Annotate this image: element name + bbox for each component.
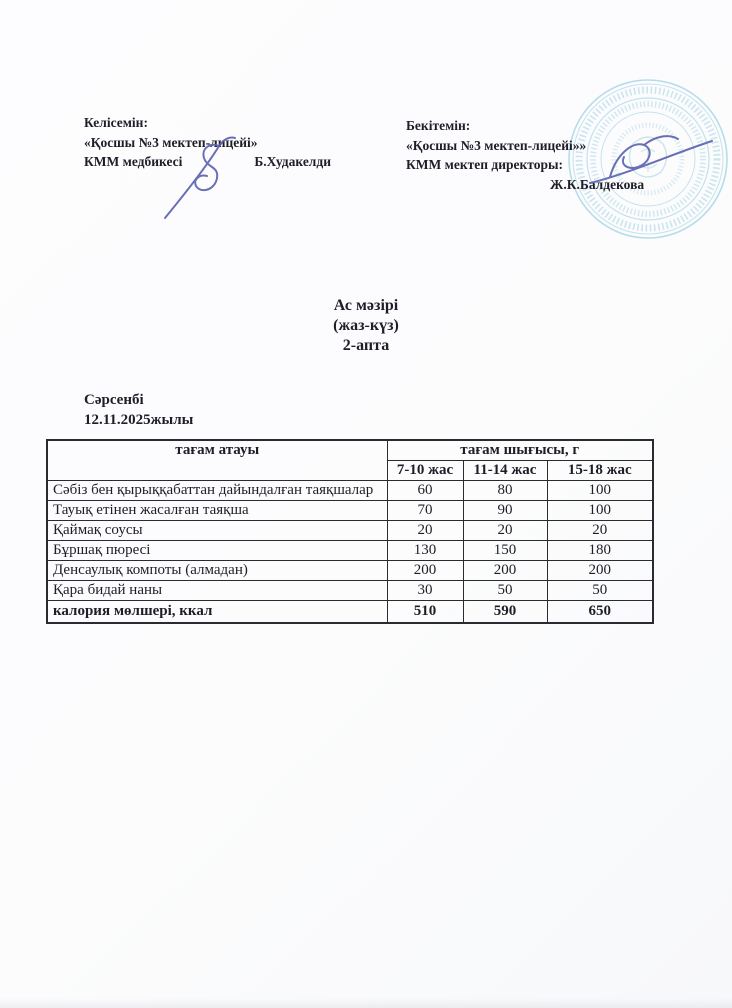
portion-value-cell: 200 xyxy=(387,561,463,581)
dish-name-header: тағам атауы xyxy=(47,440,387,481)
table-row xyxy=(47,581,653,601)
age-header-7-10: 7-10 жас xyxy=(387,461,463,481)
title-line1: Ас мәзірі xyxy=(333,297,399,314)
portion-value-cell: 650 xyxy=(547,601,653,624)
title-line3: 2-апта xyxy=(342,337,390,354)
title-line2: (жаз-күз) xyxy=(333,317,399,334)
dish-name-cell: Денсаулық компоты (алмадан) xyxy=(47,561,387,581)
table-row xyxy=(47,501,653,521)
table-row xyxy=(47,601,653,624)
table-row xyxy=(47,521,653,541)
portion-value-cell: 80 xyxy=(463,481,547,501)
portion-value-cell: 20 xyxy=(463,521,547,541)
table-row xyxy=(47,481,653,501)
dish-name-cell: Тауық етінен жасалған таяқша xyxy=(47,501,387,521)
approval-right-line1: Бекітемін: xyxy=(406,118,471,133)
table-header-row-1 xyxy=(47,440,653,461)
portion-value-cell: 90 xyxy=(463,501,547,521)
approval-right-name: Ж.К.Балдекова xyxy=(550,176,645,192)
dish-name-cell: Қара бидай наны xyxy=(47,581,387,601)
weekday-label: Сәрсенбі xyxy=(84,392,144,408)
approval-left-line2: «Қосшы №3 мектеп-лицейі» xyxy=(84,134,258,150)
date-label: 12.11.2025жылы xyxy=(84,411,194,428)
portion-value-cell: 50 xyxy=(463,581,547,601)
approval-right-line2: «Қосшы №3 мектеп-лицейі»» xyxy=(406,137,587,153)
portion-value-cell: 510 xyxy=(387,601,463,624)
approval-right-role: КММ мектеп директоры: xyxy=(406,157,564,172)
menu-table xyxy=(46,439,654,624)
age-header-11-14: 11-14 жас xyxy=(463,461,547,481)
date-block xyxy=(84,391,193,430)
portion-value-cell: 200 xyxy=(463,561,547,581)
portion-value-cell: 590 xyxy=(463,601,547,624)
portion-value-cell: 100 xyxy=(547,501,653,521)
portion-value-cell: 180 xyxy=(547,541,653,561)
age-header-15-18: 15-18 жас xyxy=(547,461,653,481)
portion-value-cell: 200 xyxy=(547,561,653,581)
portion-value-cell: 20 xyxy=(547,521,653,541)
approval-left-role: КММ медбикесі xyxy=(84,154,183,169)
portion-value-cell: 130 xyxy=(387,541,463,561)
dish-name-cell: Сәбіз бен қырыққабаттан дайындалған таяқшалар xyxy=(47,481,387,501)
nurse-signature-icon xyxy=(157,132,252,224)
portion-value-cell: 100 xyxy=(547,481,653,501)
portion-value-cell: 30 xyxy=(387,581,463,601)
table-row xyxy=(47,561,653,581)
table-row xyxy=(47,541,653,561)
menu-table-body xyxy=(47,481,653,624)
director-signature-icon xyxy=(580,125,720,195)
dish-name-cell: калория мөлшері, ккал xyxy=(47,601,387,624)
portion-value-cell: 60 xyxy=(387,481,463,501)
document-title xyxy=(0,296,732,356)
dish-name-cell: Бұршақ пюресі xyxy=(47,541,387,561)
portion-group-header: тағам шығысы, г xyxy=(387,440,653,461)
portion-value-cell: 20 xyxy=(387,521,463,541)
approval-left-name: Б.Худакелди xyxy=(254,154,331,169)
portion-value-cell: 150 xyxy=(463,541,547,561)
dish-name-cell: Қаймақ соусы xyxy=(47,521,387,541)
approval-left-line1: Келісемін: xyxy=(84,115,148,130)
portion-value-cell: 50 xyxy=(547,581,653,601)
portion-value-cell: 70 xyxy=(387,501,463,521)
